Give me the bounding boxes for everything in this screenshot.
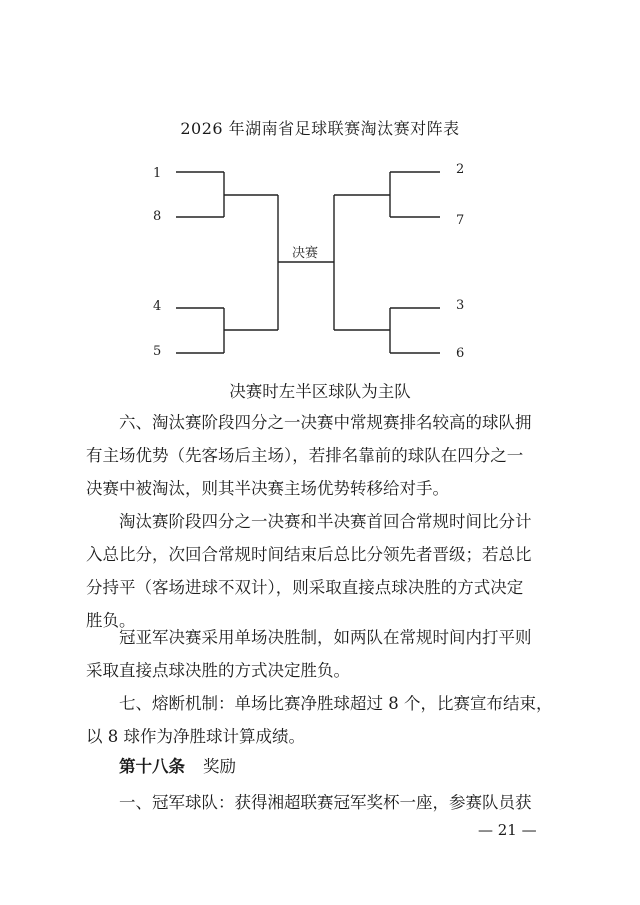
text-line: 有主场优势（先客场后主场），若排名靠前的球队在四分之一	[86, 446, 524, 465]
text-line: 采取直接点球决胜的方式决定胜负。	[86, 661, 350, 680]
seed-label: 1	[153, 166, 162, 181]
seed-label: 7	[456, 213, 465, 228]
knockout-bracket	[0, 150, 640, 375]
text-line: 入总比分，次回合常规时间结束后总比分领先者晋级；若总比	[86, 545, 532, 564]
paragraph-aggregate-score	[86, 505, 558, 637]
seed-label: 6	[456, 346, 465, 361]
final-label: 决赛	[292, 246, 319, 261]
text-line: 冠亚军决赛采用单场决胜制，如两队在常规时间内打平则	[119, 628, 532, 647]
article-number: 第十八条	[119, 757, 185, 776]
text-line: 六、淘汰赛阶段四分之一决赛中常规赛排名较高的球队拥	[119, 413, 532, 432]
text-line: 淘汰赛阶段四分之一决赛和半决赛首回合常规时间比分计	[119, 512, 532, 531]
bracket-caption: 决赛时左半区球队为主队	[229, 382, 411, 401]
paragraph-mercy-rule	[86, 687, 558, 753]
seed-label: 4	[153, 299, 162, 314]
paragraph-quarterfinal-home	[86, 406, 558, 505]
text-line: 胜负。	[86, 611, 136, 630]
article-heading	[119, 753, 236, 777]
paragraph-final-match	[86, 621, 558, 687]
article-title: 奖励	[203, 757, 236, 776]
seed-label: 3	[456, 298, 465, 313]
text-line: 以 8 球作为净胜球计算成绩。	[86, 727, 305, 746]
seed-label: 8	[153, 209, 162, 224]
text-line: 一、冠军球队：获得湘超联赛冠军奖杯一座，参赛队员获	[119, 793, 532, 812]
text-line: 分持平（客场进球不双计），则采取直接点球决胜的方式决定	[86, 578, 524, 597]
page-number: — 21 —	[478, 821, 537, 839]
seed-label: 2	[456, 162, 465, 177]
text-line: 决赛中被淘汰，则其半决赛主场优势转移给对手。	[86, 479, 449, 498]
seed-label: 5	[153, 344, 162, 359]
text-line: 七、熔断机制：单场比赛净胜球超过 8 个，比赛宣布结束，	[119, 694, 553, 713]
document-title: 2026 年湖南省足球联赛淘汰赛对阵表	[180, 119, 460, 138]
paragraph-champion-award	[86, 786, 558, 819]
